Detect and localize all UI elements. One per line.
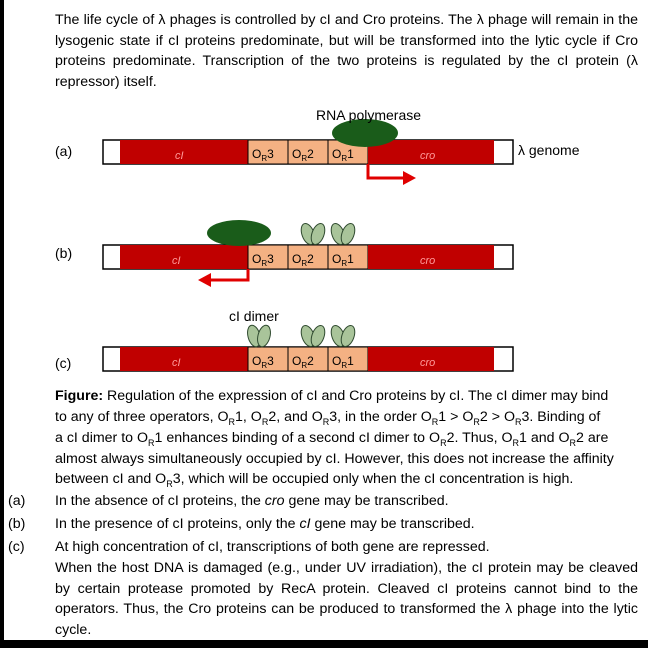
rna-polymerase-a <box>332 119 398 147</box>
svg-text:OR1: $O_R1$ <box>332 147 354 163</box>
gene-ci-label-b: cI <box>172 255 181 267</box>
svg-text:OR2: $O_R2$ <box>292 252 314 268</box>
svg-text:OR2: $O_R2$ <box>292 147 314 163</box>
page-border-bottom <box>0 640 648 648</box>
closing-paragraph: When the host DNA is damaged (e.g., under UV irradiation), the cI protein may be cleaved by certain protease promoted by RecA protein. Cleaved cI proteins cannot bind to the operators. Thus, the Cro proteins can be produced to transformed the λ phage into the lytic cycle. <box>55 560 638 638</box>
row-b-label: (b) <box>55 245 73 261</box>
gene-ci-label-c: cI <box>172 357 181 369</box>
genome-label: λ genome <box>518 142 580 158</box>
row-a-label: (a) <box>55 143 73 159</box>
gene-ci-b <box>120 245 248 269</box>
svg-text:OR3: $O_R3$ <box>252 354 274 370</box>
gene-cro-label-c: cro <box>420 357 436 369</box>
rna-polymerase-b <box>207 220 271 246</box>
cro-transcription-arrow <box>368 164 405 178</box>
svg-text:OR3: $O_R3$ <box>252 252 274 268</box>
ci-dimers-c <box>245 324 357 349</box>
ci-dimer-label: cI dimer <box>229 308 279 324</box>
svg-text:OR1: $O_R1$ <box>332 354 354 370</box>
row-c-label: (c) <box>55 355 72 371</box>
rna-polymerase-label: RNA polymerase <box>316 107 422 123</box>
svg-text:OR3: $O_R3$ <box>252 147 274 163</box>
ci-transcription-arrow <box>210 269 248 280</box>
svg-text:OR2: $O_R2$ <box>292 354 314 370</box>
svg-text:OR1: $O_R1$ <box>332 252 354 268</box>
gene-cro-label-a: cro <box>420 150 436 162</box>
ci-dimers-b <box>299 222 358 247</box>
gene-ci-label-a: cI <box>175 150 184 162</box>
gene-ci-c <box>120 347 248 371</box>
gene-ci-a <box>120 140 248 164</box>
intro-paragraph: The life cycle of λ phages is controlled by cI and Cro proteins. The λ phage will remain in the lysogenic state if cI proteins predominate, but will be transformed into the lytic cycle if Cro proteins predominate. Transcription of the two proteins is regulated by the cI protein (λ repressor) itself. <box>55 12 638 90</box>
gene-cro-label-b: cro <box>420 255 436 267</box>
